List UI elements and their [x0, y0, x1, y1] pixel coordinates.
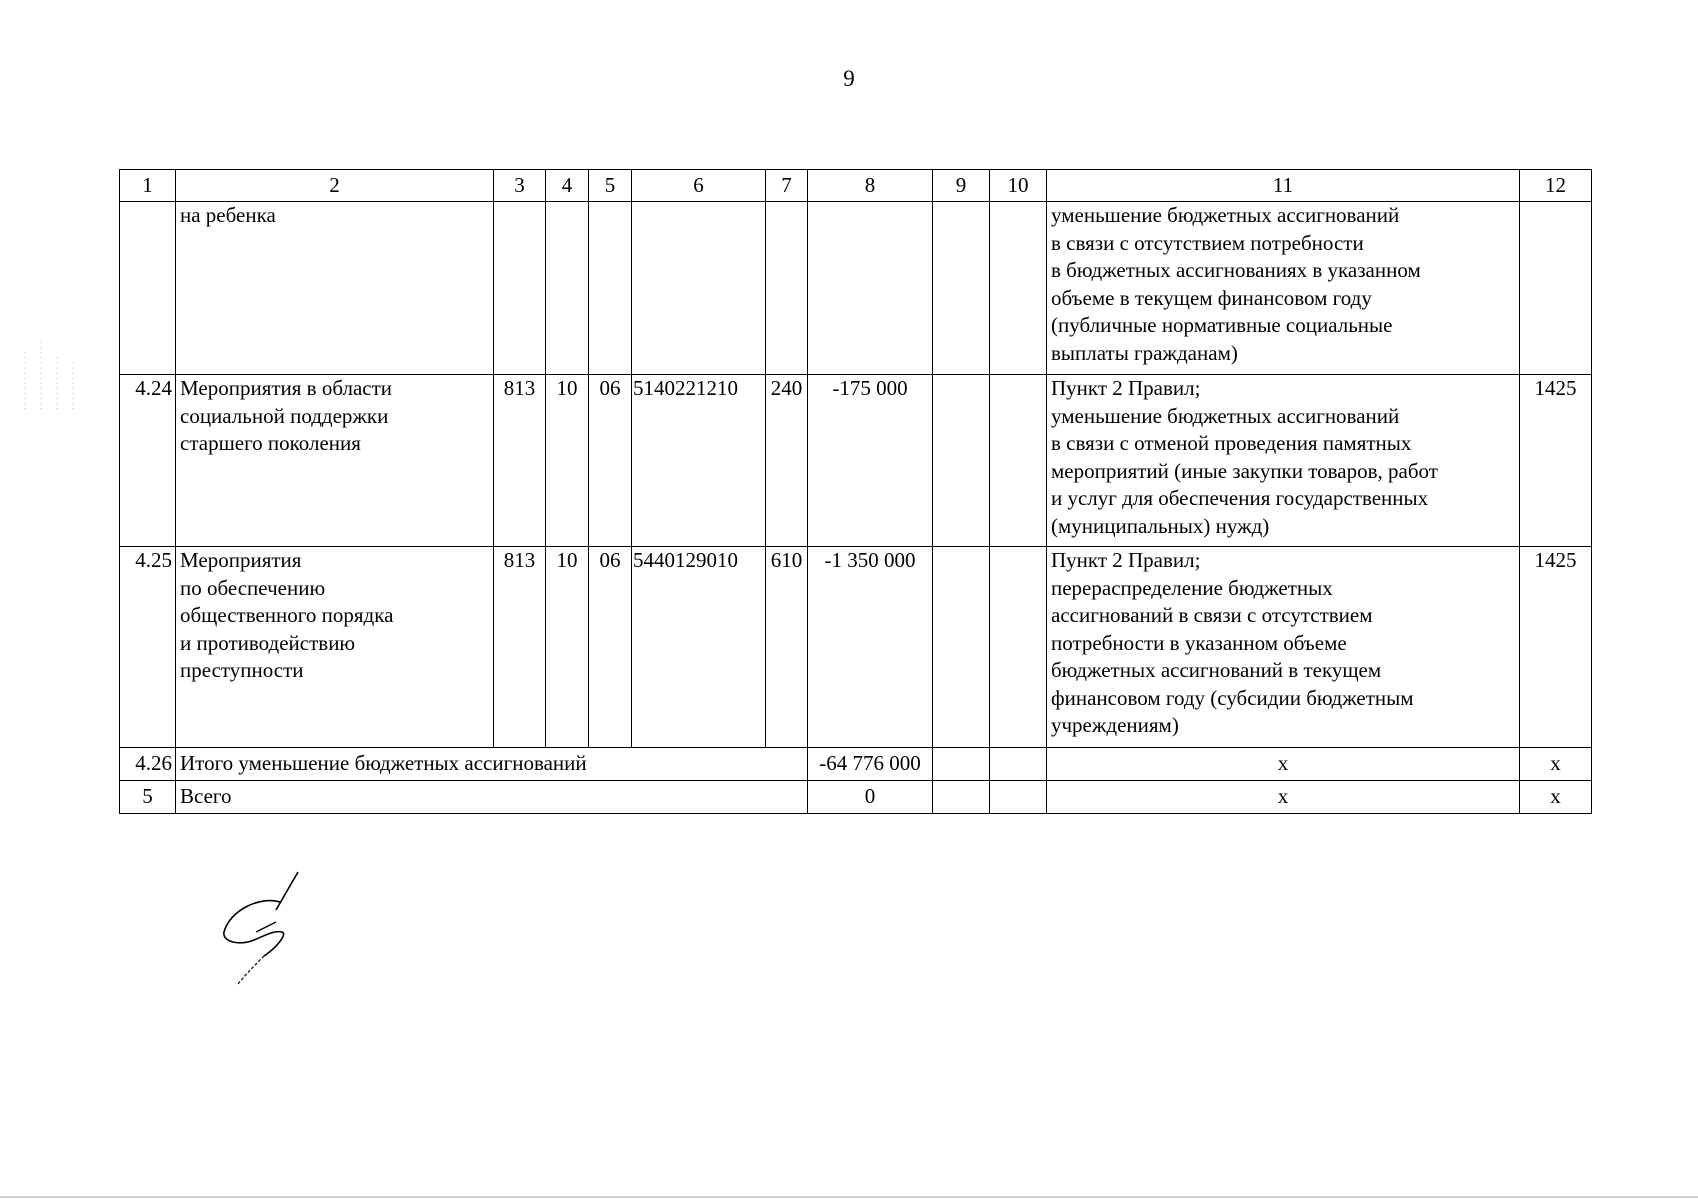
code-12: 1425 — [1520, 375, 1592, 547]
table-row — [120, 547, 1592, 748]
side-registration-stamp: · · · · · · · · · · · · · · · · · · · · · · · · · · · · · · · · · · · · · · · · · · · · · · · — [21, 341, 78, 410]
grand-total-label: Всего — [176, 781, 808, 814]
item-name: Мероприятия в области социальной поддержки старшего поколения — [176, 375, 494, 547]
row-number: 5 — [120, 781, 176, 814]
code-12 — [1520, 202, 1592, 375]
header-col-9: 9 — [933, 170, 990, 202]
table-row — [120, 202, 1592, 375]
subsection-code: 06 — [589, 375, 632, 547]
col-9-value — [933, 748, 990, 781]
header-col-4: 4 — [546, 170, 589, 202]
row-number: 4.26 — [120, 748, 176, 781]
item-name: на ребенка — [176, 202, 494, 375]
row-number: 4.24 — [120, 375, 176, 547]
section-code: 10 — [546, 547, 589, 748]
page-number: 9 — [843, 66, 855, 91]
reason-text: Пункт 2 Правил; перераспределение бюджетных ассигнований в связи с отсутствием потребности в указанном объеме бюджетных ассигнований в текущем финансовом году (субсидии бюджетным учреждениям) — [1047, 547, 1520, 748]
header-col-2: 2 — [176, 170, 494, 202]
subsection-code: 06 — [589, 547, 632, 748]
scan-edge-line — [0, 1196, 1698, 1198]
col-9-value — [933, 375, 990, 547]
expense-type-code — [766, 202, 808, 375]
target-article-code: 5440129010 — [632, 547, 766, 748]
amount: -175 000 — [808, 375, 933, 547]
item-name: Мероприятия по обеспечению общественного порядка и противодействию преступности — [176, 547, 494, 748]
col-10-value — [990, 748, 1047, 781]
header-col-1: 1 — [120, 170, 176, 202]
col-9-value — [933, 781, 990, 814]
reason-text: уменьшение бюджетных ассигнований в связи с отсутствием потребности в бюджетных ассигнованиях в указанном объеме в текущем финансовом году (публичные нормативные социальные выплаты гражданам) — [1047, 202, 1520, 375]
grand-total-amount: 0 — [808, 781, 933, 814]
row-number: 4.25 — [120, 547, 176, 748]
header-col-10: 10 — [990, 170, 1047, 202]
section-code: 10 — [546, 375, 589, 547]
header-row — [120, 170, 1592, 202]
section-code — [546, 202, 589, 375]
target-article-code: 5140221210 — [632, 375, 766, 547]
col-10-value — [990, 202, 1047, 375]
total-col-12: x — [1520, 748, 1592, 781]
header-col-8: 8 — [808, 170, 933, 202]
total-amount: -64 776 000 — [808, 748, 933, 781]
table-row — [120, 375, 1592, 547]
col-10-value — [990, 375, 1047, 547]
subsection-code — [589, 202, 632, 375]
expense-type-code: 240 — [766, 375, 808, 547]
col-9-value — [933, 547, 990, 748]
col-9-value — [933, 202, 990, 375]
header-col-5: 5 — [589, 170, 632, 202]
target-article-code — [632, 202, 766, 375]
code-12: 1425 — [1520, 547, 1592, 748]
row-number — [120, 202, 176, 375]
header-col-11: 11 — [1047, 170, 1520, 202]
header-col-6: 6 — [632, 170, 766, 202]
ministry-code — [494, 202, 546, 375]
header-col-3: 3 — [494, 170, 546, 202]
total-row — [120, 748, 1592, 781]
amount — [808, 202, 933, 375]
grand-total-row — [120, 781, 1592, 814]
grand-total-col-12: x — [1520, 781, 1592, 814]
expense-type-code: 610 — [766, 547, 808, 748]
ministry-code: 813 — [494, 375, 546, 547]
col-10-value — [990, 547, 1047, 748]
handwritten-signature — [220, 870, 310, 990]
col-10-value — [990, 781, 1047, 814]
header-col-7: 7 — [766, 170, 808, 202]
appropriations-table — [119, 169, 1592, 814]
ministry-code: 813 — [494, 547, 546, 748]
reason-text: Пункт 2 Правил; уменьшение бюджетных ассигнований в связи с отменой проведения памятных мероприятий (иные закупки товаров, работ и услуг для обеспечения государственных (муниципальных) нужд) — [1047, 375, 1520, 547]
grand-total-col-11: x — [1047, 781, 1520, 814]
total-col-11: x — [1047, 748, 1520, 781]
total-label: Итого уменьшение бюджетных ассигнований — [176, 748, 808, 781]
header-col-12: 12 — [1520, 170, 1592, 202]
amount: -1 350 000 — [808, 547, 933, 748]
